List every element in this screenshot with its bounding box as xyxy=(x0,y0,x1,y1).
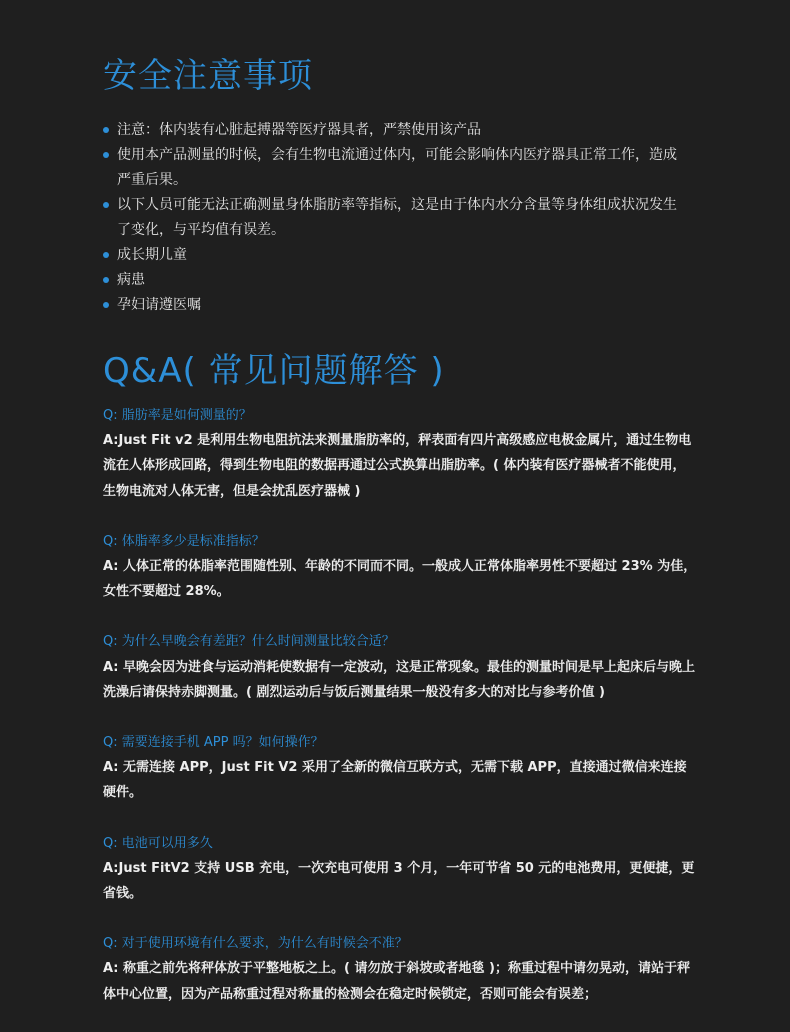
faq-answer: A:Just Fit v2 是利用生物电阻抗法来测量脂肪率的，秤表面有四片高级感应电极金属片，通过生物电流在人体形成回路，得到生物电阻的数据再通过公式换算出脂肪率。( 体内装有医疗器械者不能使用，生物电流对人体无害，但是会扰乱医疗器械 ) xyxy=(103,433,692,499)
safety-item-text: 病患 xyxy=(117,272,145,288)
safety-item-text: 成长期儿童 xyxy=(117,247,187,263)
faq-question: Q: 需要连接手机 APP 吗？如何操作？ xyxy=(103,735,324,751)
safety-notice-title: 安全注意事项 xyxy=(103,56,313,96)
safety-item-text: 注意：体内装有心脏起搏器等医疗器具者，严禁使用该产品 xyxy=(117,122,481,138)
faq-question: Q: 对于使用环境有什么要求，为什么有时候会不准？ xyxy=(103,936,408,952)
bullet-dot-icon xyxy=(103,202,109,208)
faq-answer: A: 称重之前先将秤体放于平整地板之上。( 请勿放于斜坡或者地毯 )；称重过程中请勿晃动，请站于秤体中心位置，因为产品称重过程对称量的检测会在稳定时候锁定，否则可能会有误差； xyxy=(103,961,690,1002)
faq-item xyxy=(103,831,698,907)
faq-item xyxy=(103,730,698,806)
safety-item-text: 孕妇请遵医嘱 xyxy=(117,297,201,313)
list-item xyxy=(103,243,683,268)
faq-question: Q: 为什么早晚会有差距？什么时间测量比较合适？ xyxy=(103,634,395,650)
safety-item-text: 以下人员可能无法正确测量身体脂肪率等指标，这是由于体内水分含量等身体组成状况发生了变化，与平均值有误差。 xyxy=(117,197,677,238)
faq-answer: A:Just FitV2 支持 USB 充电，一次充电可使用 3 个月，一年可节省 50 元的电池费用，更便捷，更省钱。 xyxy=(103,860,695,902)
faq-title: Q&A( 常见问题解答 ) xyxy=(103,351,445,391)
list-item xyxy=(103,268,683,293)
faq-question: Q: 脂肪率是如何测量的？ xyxy=(103,408,252,423)
faq-item xyxy=(103,529,698,605)
bullet-dot-icon xyxy=(103,127,109,133)
faq-item xyxy=(103,629,698,705)
faq-question: Q: 体脂率多少是标准指标？ xyxy=(103,533,265,549)
bullet-dot-icon xyxy=(103,302,109,308)
faq-answer: A: 人体正常的体脂率范围随性别、年龄的不同而不同。一般成人正常体脂率男性不要超过 23% 为佳，女性不要超过 28%。 xyxy=(103,559,697,600)
safety-item-text: 使用本产品测量的时候，会有生物电流通过体内，可能会影响体内医疗器具正常工作，造成严重后果。 xyxy=(117,147,677,188)
bullet-dot-icon xyxy=(103,152,109,158)
list-item xyxy=(103,118,683,143)
faq-answer: A: 早晚会因为进食与运动消耗使数据有一定波动，这是正常现象。最佳的测量时间是早上起床后与晚上洗澡后请保持赤脚测量。( 剧烈运动后与饭后测量结果一般没有多大的对比与参考价值 ) xyxy=(103,659,696,700)
faq-question: Q: 电池可以用多久 xyxy=(103,835,213,851)
bullet-dot-icon xyxy=(103,277,109,283)
safety-notice-list xyxy=(103,118,683,318)
faq-answer: A: 无需连接 APP，Just Fit V2 采用了全新的微信互联方式，无需下载 APP，直接通过微信来连接硬件。 xyxy=(103,760,687,801)
faq-item xyxy=(103,931,698,1007)
faq-item xyxy=(103,403,698,504)
list-item xyxy=(103,193,683,243)
list-item xyxy=(103,143,683,193)
bullet-dot-icon xyxy=(103,252,109,258)
list-item xyxy=(103,293,683,318)
faq-list xyxy=(103,403,698,1032)
